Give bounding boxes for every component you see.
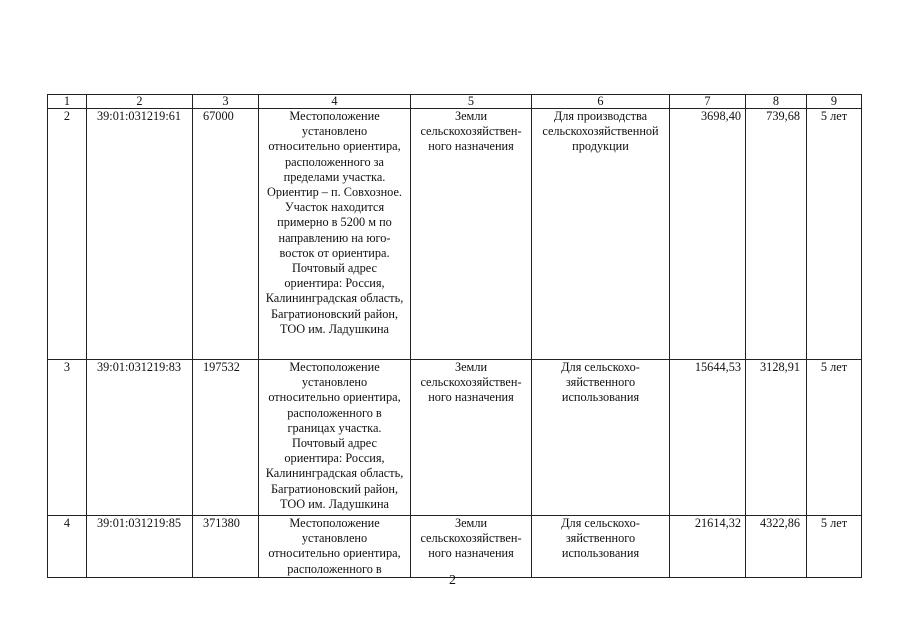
location-line: ТОО им. Ладушкина: [280, 321, 389, 336]
location-line: Местоположение: [289, 360, 380, 374]
location-line: расположенного в: [287, 405, 382, 420]
location-line: Калининградская область,: [265, 466, 404, 481]
row-number-cell: 2: [48, 109, 87, 360]
area-cell: 67000: [193, 109, 259, 360]
term-cell: 5 лет: [807, 109, 862, 360]
value-7-cell: 15644,53: [670, 360, 746, 516]
header-cell: 1: [48, 95, 87, 109]
page-number: 2: [449, 573, 456, 588]
use-line: использования: [561, 390, 640, 405]
permitted-use-cell: [532, 516, 670, 578]
location-line: ТОО им. Ладушкина: [280, 496, 389, 511]
header-cell: 6: [532, 95, 670, 109]
location-line: направлению на юго-: [278, 230, 391, 245]
category-line: Земли: [454, 109, 488, 123]
location-line: пределами участка.: [283, 169, 386, 184]
location-cell: [259, 516, 411, 578]
table-row: [48, 360, 862, 516]
location-line: расположенного за: [285, 154, 384, 169]
use-line: Для сельскохо-: [561, 516, 640, 530]
cadastral-number-cell: 39:01:031219:85: [87, 516, 193, 578]
value-8-cell: 3128,91: [746, 360, 807, 516]
use-line: Для сельскохо-: [561, 360, 640, 374]
category-line: сельскохозяйствен-: [420, 124, 522, 139]
permitted-use-cell: [532, 360, 670, 516]
location-line: расположенного в: [287, 561, 382, 576]
header-cell: 3: [193, 95, 259, 109]
use-line: Для производства: [553, 109, 648, 123]
land-plots-table: [47, 94, 862, 578]
location-line: Почтовый адрес: [291, 436, 378, 451]
term-cell: 5 лет: [807, 516, 862, 578]
cadastral-number-cell: 39:01:031219:61: [87, 109, 193, 360]
header-cell: 9: [807, 95, 862, 109]
location-cell: [259, 360, 411, 516]
location-line: относительно ориентира,: [268, 139, 401, 154]
value-7-cell: 3698,40: [670, 109, 746, 360]
use-line: зяйственного: [565, 375, 636, 390]
location-line: ориентира: Россия,: [284, 451, 385, 466]
value-7-cell: 21614,32: [670, 516, 746, 578]
value-8-cell: 4322,86: [746, 516, 807, 578]
category-line: сельскохозяйствен-: [420, 375, 522, 390]
use-line: продукции: [572, 139, 629, 154]
location-line: примерно в 5200 м по: [277, 215, 392, 230]
use-line: зяйственного: [565, 531, 636, 546]
area-cell: 371380: [193, 516, 259, 578]
table-row: [48, 109, 862, 360]
location-cell: [259, 109, 411, 360]
location-line: восток от ориентира.: [279, 245, 390, 260]
land-category-cell: [411, 516, 532, 578]
row-number-cell: 4: [48, 516, 87, 578]
cadastral-number-cell: 39:01:031219:83: [87, 360, 193, 516]
location-line: Местоположение: [289, 516, 380, 530]
land-category-cell: [411, 109, 532, 360]
location-line: относительно ориентира,: [268, 390, 401, 405]
use-line: сельскохозяйственной: [542, 124, 659, 139]
category-line: ного назначения: [428, 139, 514, 154]
area-cell: 197532: [193, 360, 259, 516]
category-line: сельскохозяйствен-: [420, 531, 522, 546]
value-8-cell: 739,68: [746, 109, 807, 360]
header-cell: 2: [87, 95, 193, 109]
permitted-use-cell: [532, 109, 670, 360]
use-line: использования: [561, 546, 640, 561]
table-row: [48, 516, 862, 578]
location-line: ориентира: Россия,: [284, 276, 385, 291]
header-cell: 8: [746, 95, 807, 109]
category-line: ного назначения: [428, 390, 514, 405]
header-cell: 5: [411, 95, 532, 109]
location-line: Участок находится: [284, 200, 385, 215]
land-category-cell: [411, 360, 532, 516]
category-line: Земли: [454, 360, 488, 374]
location-line: Ориентир – п. Совхозное.: [266, 185, 403, 200]
row-number-cell: 3: [48, 360, 87, 516]
location-line: Почтовый адрес: [291, 261, 378, 276]
category-line: ного назначения: [428, 546, 514, 561]
table-header-row: [48, 95, 862, 109]
header-cell: 7: [670, 95, 746, 109]
location-line: Багратионовский район,: [270, 306, 399, 321]
location-line: установлено: [301, 375, 368, 390]
header-cell: 4: [259, 95, 411, 109]
location-line: установлено: [301, 124, 368, 139]
location-line: Багратионовский район,: [270, 481, 399, 496]
location-line: относительно ориентира,: [268, 546, 401, 561]
location-line: установлено: [301, 531, 368, 546]
location-line: границах участка.: [287, 420, 382, 435]
location-line: Местоположение: [289, 109, 380, 123]
term-cell: 5 лет: [807, 360, 862, 516]
location-line: Калининградская область,: [265, 291, 404, 306]
category-line: Земли: [454, 516, 488, 530]
